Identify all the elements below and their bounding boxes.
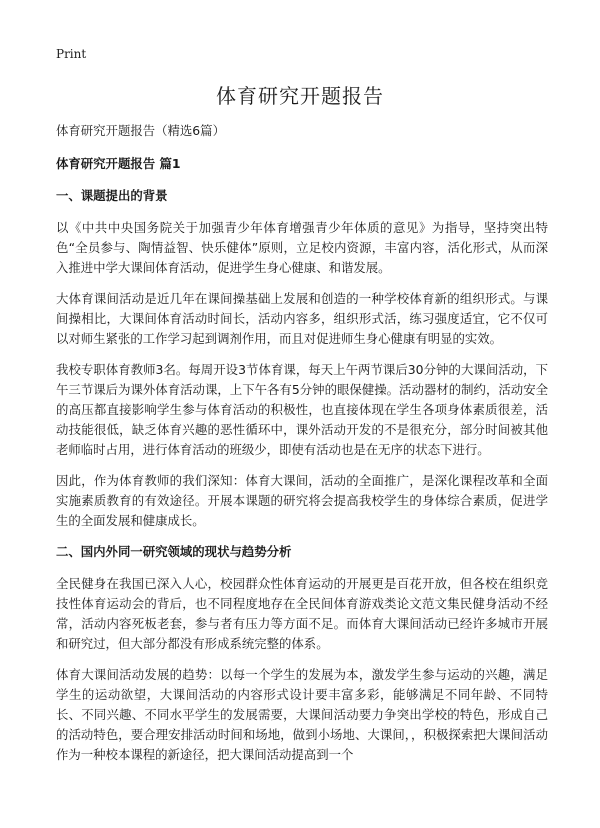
- paragraph: 我校专职体育教师3名。每周开设3节体育课，每天上午两节课后30分钟的大课间活动，下午三节课后为课外体育活动课，上下午各有5分钟的眼保健操。活动器材的制约，活动安全的高压都直接影响学生参与体育活动的积极性，也直接体现在学生各项身体素质很差，活动技能很低，缺乏体育兴趣的恶性循环中，课外活动开发的不是很充分，部分时间被其他老师临时占用，进行体育活动的班级少，即使有活动也是在无序的状态下进行。: [56, 362, 548, 457]
- paragraph: 大体育课间活动是近几年在课间操基础上发展和创造的一种学校体育新的组织形式。与课间操相比，大课间体育活动时间长，活动内容多，组织形式活，练习强度适宜，它不仅可以对师生紧张的工作学习起到调剂作用，而且对促进师生身心健康有明显的实效。: [56, 291, 548, 346]
- paragraph: 体育大课间活动发展的趋势：以每一个学生的发展为本，激发学生参与运动的兴趣，满足学生的运动欲望，大课间活动的内容形式设计要丰富多彩，能够满足不同年龄、不同特长、不同兴趣、不同水平学生的发展需要，大课间活动要力争突出学校的特色，形成自己的活动特色，要合理安排活动时间和场地，做到小场地、大课间，，积极探索把大课间活动作为一种校本课程的新途径，把大课间活动提高到一个: [56, 667, 548, 762]
- section-heading: 体育研究开题报告 篇1: [56, 156, 181, 171]
- paragraph: 因此，作为体育教师的我们深知：体育大课间，活动的全面推广，是深化课程改革和全面实施素质教育的有效途径。开展本课题的研究将会提高我校学生的身体综合素质，促进学生的全面发展和健康成长。: [56, 473, 548, 528]
- document-subtitle: 体育研究开题报告（精选6篇）: [56, 123, 225, 138]
- print-link[interactable]: Print: [56, 47, 87, 61]
- heading-status-trends: 二、国内外同一研究领域的现状与趋势分析: [56, 544, 292, 559]
- paragraph: 全民健身在我国已深入人心，校园群众性体育运动的开展更是百花开放，但各校在组织竞技性体育运动会的背后，也不同程度地存在全民间体育游戏类论文范文集民健身活动不经常，活动内容死板老套，参与者有压力等方面不足。而体育大课间活动已经许多城市开展和研究过，但大部分都没有形成系统完整的体系。: [56, 576, 548, 651]
- heading-background: 一、课题提出的背景: [56, 188, 168, 203]
- paragraph: 以《中共中央国务院关于加强青少年体育增强青少年体质的意见》为指导，坚持突出特色“全员参与、陶情益智、快乐健体”原则，立足校内资源，丰富内容，活化形式，从而深入推进中学大课间体育活动，促进学生身心健康、和谐发展。: [56, 220, 548, 275]
- page-title: 体育研究开题报告: [216, 84, 384, 108]
- document-body: [56, 121, 548, 776]
